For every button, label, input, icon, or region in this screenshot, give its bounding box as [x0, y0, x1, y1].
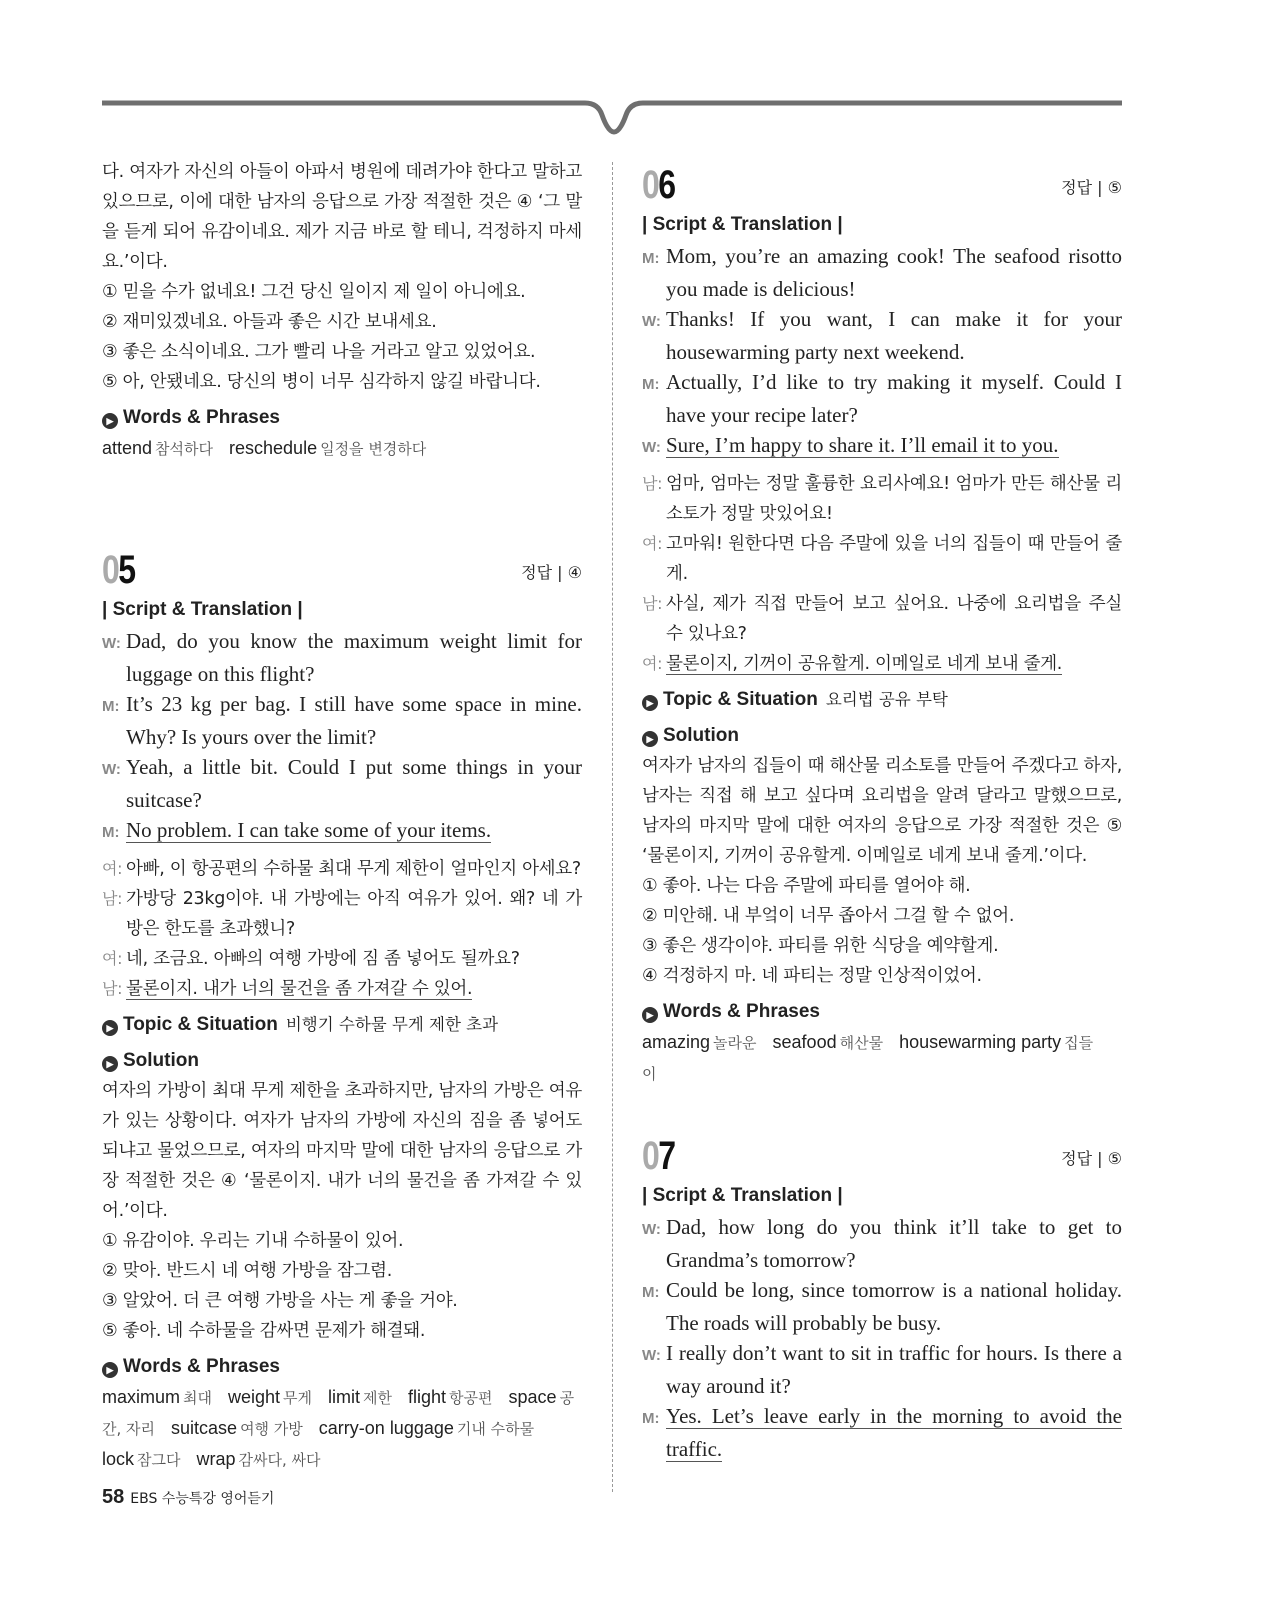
option-line: ⑤ 아, 안됐네요. 당신의 병이 너무 심각하지 않길 바랍니다.: [102, 372, 541, 392]
script-heading: | Script & Translation |: [642, 214, 843, 235]
option-line: ③ 좋은 소식이네요. 그가 빨리 나을 거라고 알고 있었어요.: [102, 342, 536, 362]
word-en: attend: [102, 438, 153, 458]
question-header: [102, 548, 582, 592]
answer-label: 정답 | ④: [521, 563, 582, 582]
words-phrases-heading: [102, 1352, 582, 1382]
script-line: [642, 1401, 1122, 1464]
speaker-label: W:: [642, 1347, 661, 1364]
number-gray: 0: [642, 163, 659, 207]
play-triangle-icon: ▶: [642, 695, 658, 711]
play-triangle-icon: ▶: [102, 1020, 118, 1036]
translation-line: [102, 854, 582, 884]
words-list: [102, 1382, 582, 1475]
word-ko: 놀라운: [713, 1034, 757, 1052]
answer-label: 정답 | ⑤: [1061, 1149, 1122, 1168]
question-number: [642, 163, 674, 207]
option-line: ① 믿을 수가 없네요! 그건 당신 일이지 제 일이 아니에요.: [102, 282, 526, 302]
words-phrases-heading: [102, 403, 582, 433]
question-number: [642, 1134, 674, 1178]
speaker-label: 여:: [642, 534, 663, 553]
word-ko: 집들이: [642, 1034, 1094, 1083]
speaker-label: W:: [642, 313, 661, 330]
word-en: space: [508, 1387, 557, 1407]
question-header: [642, 163, 1122, 207]
word-en: housewarming party: [899, 1032, 1062, 1052]
words-title: Words & Phrases: [123, 407, 280, 428]
solution-text: 여자의 가방이 최대 무게 제한을 초과하지만, 남자의 가방은 여유가 있는 상황이다. 여자가 남자의 가방에 자신의 짐을 좀 넣어도 되냐고 물었으므로, 여자의 마지막 말에 대한 남자의 응답으로 가장 적절한 것은 ④ ‘물론이지. 내가 너의 물건을 좀 가져갈 수 있어.’이다.: [102, 1081, 582, 1221]
solution-title: Solution: [123, 1050, 199, 1071]
word-en: seafood: [772, 1032, 837, 1052]
word-ko: 제한: [363, 1389, 392, 1407]
script-line: [642, 241, 1122, 304]
script-text: Yes. Let’s leave early in the morning to avoid the traffic.: [666, 1404, 1122, 1461]
option-line: ① 좋아. 나는 다음 주말에 파티를 열어야 해.: [642, 876, 971, 896]
word-ko: 항공편: [449, 1389, 493, 1407]
translation-line: [642, 469, 1122, 529]
script-line: [102, 815, 582, 848]
script-text: Could be long, since tomorrow is a national holiday. The roads will probably be busy.: [666, 1278, 1122, 1335]
option-line: ③ 좋은 생각이야. 파티를 위한 식당을 예약할게.: [642, 936, 999, 956]
translation-line: [642, 589, 1122, 649]
speaker-label: 남:: [102, 889, 123, 908]
words-list: [102, 433, 582, 464]
script-text: Thanks! If you want, I can make it for your housewarming party next weekend.: [666, 307, 1122, 364]
script-line: [642, 1275, 1122, 1338]
word-ko: 참석하다: [155, 440, 214, 458]
number-gray: 0: [642, 1134, 659, 1178]
speaker-label: W:: [102, 761, 121, 778]
script-line: [102, 752, 582, 815]
speaker-label: 여:: [102, 949, 123, 968]
solution-text: 다. 여자가 자신의 아들이 아파서 병원에 데려가야 한다고 말하고 있으므로, 이에 대한 남자의 응답으로 가장 적절한 것은 ④ ‘그 말을 듣게 되어 유감이네요. 제가 지금 바로 할 테니, 걱정하지 마세요.’이다.: [102, 162, 582, 272]
script-line: [102, 689, 582, 752]
translation-text: 아빠, 이 항공편의 수하물 최대 무게 제한이 얼마인지 아세요?: [126, 859, 581, 879]
speaker-label: M:: [642, 250, 660, 267]
words-list: [642, 1027, 1122, 1089]
solution-title: Solution: [663, 725, 739, 746]
speaker-label: M:: [642, 1284, 660, 1301]
speaker-label: M:: [642, 1410, 660, 1427]
script-text: Mom, you’re an amazing cook! The seafood risotto you made is delicious!: [666, 244, 1122, 301]
word-en: reschedule: [229, 438, 318, 458]
speaker-label: 여:: [102, 859, 123, 878]
topic-situation-title: Topic & Situation: [663, 689, 818, 710]
topic-situation-value: 요리법 공유 부탁: [825, 690, 948, 709]
option-line: ① 유감이야. 우리는 기내 수하물이 있어.: [102, 1231, 404, 1251]
column-divider: [612, 162, 613, 1492]
number-black: 5: [118, 548, 135, 592]
word-en: flight: [408, 1387, 447, 1407]
translation-text: 네, 조금요. 아빠의 여행 가방에 짐 좀 넣어도 될까요?: [126, 949, 520, 969]
option-line: ② 재미있겠네요. 아들과 좋은 시간 보내세요.: [102, 312, 437, 332]
left-top-continuation: [102, 157, 582, 464]
answer-label: 정답 | ⑤: [1061, 178, 1122, 197]
speaker-label: W:: [642, 1221, 661, 1238]
solution: [102, 1046, 582, 1076]
word-en: maximum: [102, 1387, 181, 1407]
translation-line: [642, 649, 1122, 679]
number-black: 7: [658, 1134, 675, 1178]
speaker-label: 남:: [642, 594, 663, 613]
number-gray: 0: [102, 548, 119, 592]
word-ko: 여행 가방: [240, 1420, 303, 1438]
script-line: [102, 626, 582, 689]
words-title: Words & Phrases: [123, 1356, 280, 1377]
option-line: ③ 알았어. 더 큰 여행 가방을 사는 게 좋을 거야.: [102, 1291, 458, 1311]
translation-text: 엄마, 엄마는 정말 훌륭한 요리사예요! 엄마가 만든 해산물 리소토가 정말 맛있어요!: [666, 474, 1122, 524]
solution: [642, 721, 1122, 751]
play-triangle-icon: ▶: [642, 731, 658, 747]
script-text: Dad, do you know the maximum weight limit for luggage on this flight?: [126, 629, 582, 686]
page-footer: [102, 1486, 274, 1509]
option-line: ② 맞아. 반드시 네 여행 가방을 잠그렴.: [102, 1261, 392, 1281]
question-07: [642, 1134, 1122, 1464]
option-line: ④ 걱정하지 마. 네 파티는 정말 인상적이었어.: [642, 966, 982, 986]
speaker-label: 남:: [642, 474, 663, 493]
word-en: carry-on luggage: [318, 1418, 454, 1438]
speaker-label: W:: [102, 635, 121, 652]
word-ko: 기내 수하물: [456, 1420, 535, 1438]
speaker-label: M:: [102, 824, 120, 841]
speaker-label: 여:: [642, 654, 663, 673]
topic-situation: [102, 1010, 582, 1040]
speaker-label: 남:: [102, 979, 123, 998]
word-en: suitcase: [171, 1418, 238, 1438]
option-line: ② 미안해. 내 부엌이 너무 좁아서 그걸 할 수 없어.: [642, 906, 1015, 926]
word-ko: 일정을 변경하다: [320, 440, 427, 458]
speaker-label: W:: [642, 439, 661, 456]
word-ko: 잠그다: [137, 1451, 181, 1469]
number-black: 6: [658, 163, 675, 207]
page-number: 58: [102, 1486, 125, 1508]
header-rule: [0, 90, 1280, 140]
solution-text: 여자가 남자의 집들이 때 해산물 리소토를 만들어 주겠다고 하자, 남자는 직접 해 보고 싶다며 요리법을 알려 달라고 말했으므로, 남자의 마지막 말에 대한 여자의 응답으로 가장 적절한 것은 ⑤ ‘물론이지, 기꺼이 공유할게. 이메일로 네게 보내 줄게.’이다.: [642, 756, 1122, 866]
script-text: Actually, I’d like to try making it myself. Could I have your recipe later?: [666, 370, 1122, 427]
topic-situation-title: Topic & Situation: [123, 1014, 278, 1035]
script-text: No problem. I can take some of your items.: [126, 818, 492, 842]
question-number: [102, 548, 134, 592]
word-ko: 해산물: [839, 1034, 884, 1052]
script-text: Yeah, a little bit. Could I put some things in your suitcase?: [126, 755, 582, 812]
word-ko: 공간, 자리: [102, 1389, 575, 1438]
translation-text: 고마워! 원한다면 다음 주말에 있을 너의 집들이 때 만들어 줄게.: [666, 534, 1122, 584]
word-en: lock: [102, 1449, 135, 1469]
script-text: I really don’t want to sit in traffic for hours. Is there a way around it?: [666, 1341, 1122, 1398]
book-title: EBS 수능특강 영어듣기: [130, 1491, 275, 1507]
play-triangle-icon: ▶: [642, 1007, 658, 1023]
word-en: limit: [328, 1387, 361, 1407]
words-phrases-heading: [642, 997, 1122, 1027]
play-triangle-icon: ▶: [102, 1362, 118, 1378]
translation-line: [642, 529, 1122, 589]
script-line: [642, 1338, 1122, 1401]
word-en: weight: [228, 1387, 281, 1407]
word-ko: 감싸다, 싸다: [238, 1451, 321, 1469]
option-line: ⑤ 좋아. 네 수하물을 감싸면 문제가 해결돼.: [102, 1321, 426, 1341]
script-text: Dad, how long do you think it’ll take to get to Grandma’s tomorrow?: [666, 1215, 1122, 1272]
word-en: amazing: [642, 1032, 711, 1052]
topic-situation: [642, 685, 1122, 715]
translation-line: [102, 884, 582, 944]
question-header: [642, 1134, 1122, 1178]
translation-line: [102, 974, 582, 1004]
script-line: [642, 430, 1122, 463]
translation-text: 사실, 제가 직접 만들어 보고 싶어요. 나중에 요리법을 주실 수 있나요?: [666, 594, 1122, 644]
topic-situation-value: 비행기 수하물 무게 제한 초과: [285, 1015, 499, 1034]
word-en: wrap: [196, 1449, 236, 1469]
word-ko: 무게: [283, 1389, 313, 1407]
script-line: [642, 367, 1122, 430]
translation-text: 가방당 23kg이야. 내 가방에는 아직 여유가 있어. 왜? 네 가방은 한도를 초과했니?: [126, 889, 582, 939]
question-05: [102, 548, 582, 1475]
question-06: [642, 163, 1122, 1089]
speaker-label: M:: [102, 698, 120, 715]
translation-text: 물론이지, 기꺼이 공유할게. 이메일로 네게 보내 줄게.: [666, 654, 1063, 674]
translation-line: [102, 944, 582, 974]
script-text: It’s 23 kg per bag. I still have some space in mine. Why? Is yours over the limit?: [126, 692, 582, 749]
word-ko: 최대: [183, 1389, 212, 1407]
script-line: [642, 304, 1122, 367]
script-heading: | Script & Translation |: [102, 599, 303, 620]
script-heading: | Script & Translation |: [642, 1185, 843, 1206]
translation-text: 물론이지. 내가 너의 물건을 좀 가져갈 수 있어.: [126, 979, 473, 999]
play-triangle-icon: ▶: [102, 413, 118, 429]
play-triangle-icon: ▶: [102, 1056, 118, 1072]
script-line: [642, 1212, 1122, 1275]
words-title: Words & Phrases: [663, 1001, 820, 1022]
script-text: Sure, I’m happy to share it. I’ll email it to you.: [666, 433, 1059, 457]
speaker-label: M:: [642, 376, 660, 393]
